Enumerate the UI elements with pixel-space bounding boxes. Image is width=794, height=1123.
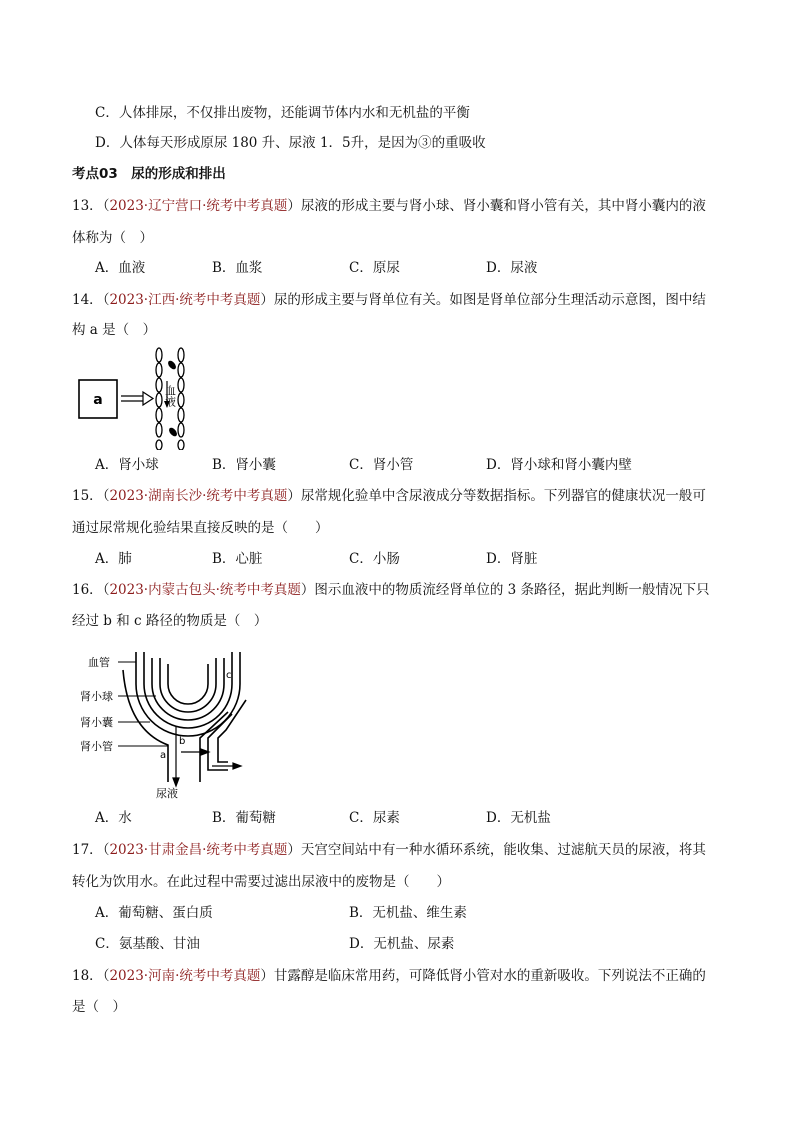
option-a: A．肾小球 bbox=[95, 457, 159, 473]
option-c: C．氨基酸、甘油 bbox=[95, 936, 200, 952]
label-glomerulus: 肾小球 bbox=[80, 690, 113, 703]
option-d: D．尿液 bbox=[486, 260, 538, 276]
question-16-line2: 经过 b 和 c 路径的物质是（ ） bbox=[72, 613, 268, 629]
question-source: 2023·江西·统考中考真题 bbox=[109, 292, 261, 308]
label-capsule: 肾小囊 bbox=[80, 716, 113, 729]
blood-cell-icon bbox=[167, 426, 178, 438]
option-b: B．葡萄糖 bbox=[212, 810, 276, 826]
prev-option-d: D．人体每天形成原尿 180 升、尿液 1．5升，是因为③的重吸收 bbox=[95, 135, 486, 151]
option-b: B．无机盐、维生素 bbox=[349, 905, 467, 921]
question-text: 尿常规化验单中含尿液成分等数据指标。下列器官的健康状况一般可 bbox=[300, 488, 706, 504]
question-source: 2023·辽宁营口·统考中考真题 bbox=[109, 198, 288, 214]
label-tubule: 肾小管 bbox=[80, 740, 113, 753]
question-text: 天宫空间站中有一种水循环系统，能收集、过滤航天员的尿液，将其 bbox=[300, 842, 706, 858]
nephron-figure-14 bbox=[75, 345, 205, 450]
label-vessel: 血管 bbox=[88, 656, 110, 669]
question-number: 18． bbox=[72, 968, 103, 984]
question-16-options bbox=[95, 808, 745, 828]
vessel-wall-left bbox=[156, 348, 162, 450]
question-text: 尿液的形成主要与肾小球、肾小囊和肾小管有关，其中肾小囊内的液 bbox=[300, 198, 706, 214]
question-source: 2023·湖南长沙·统考中考真题 bbox=[109, 488, 288, 504]
question-text: 图示血液中的物质流经肾单位的 3 条路径，据此判断一般情况下只 bbox=[314, 582, 710, 598]
question-13-options bbox=[95, 258, 745, 278]
question-15-options bbox=[95, 549, 745, 569]
option-b: B．心脏 bbox=[212, 551, 263, 567]
question-18: 18．（2023·河南·统考中考真题）甘露醇是临床常用药，可降低肾小管对水的重新吸收。下列说法不正确的 bbox=[72, 968, 706, 984]
question-13: 13．（2023·辽宁营口·统考中考真题）尿液的形成主要与肾小球、肾小囊和肾小管有关，其中肾小囊内的液 bbox=[72, 198, 706, 214]
question-source: 2023·内蒙古包头·统考中考真题 bbox=[109, 582, 301, 598]
option-a: A．血液 bbox=[95, 260, 146, 276]
question-15-line2: 通过尿常规化验结果直接反映的是（ ） bbox=[72, 520, 329, 536]
blood-cell-icon bbox=[166, 359, 177, 371]
option-c: C．尿素 bbox=[349, 810, 400, 826]
path-b-label: b bbox=[179, 736, 186, 747]
question-17: 17．（2023·甘肃金昌·统考中考真题）天宫空间站中有一种水循环系统，能收集、过滤航天员的尿液，将其 bbox=[72, 842, 706, 858]
tubule-walls bbox=[123, 670, 246, 782]
question-17-options-row1 bbox=[95, 903, 745, 923]
option-c: C．小肠 bbox=[349, 551, 400, 567]
question-14-line2: 构 a 是（ ） bbox=[72, 322, 157, 338]
path-arrows bbox=[173, 726, 241, 786]
option-b: B．肾小囊 bbox=[212, 457, 276, 473]
option-b: B．血浆 bbox=[212, 260, 263, 276]
path-c-label: c bbox=[226, 670, 232, 681]
question-13-line2: 体称为（ ） bbox=[72, 230, 153, 246]
label-urine: 尿液 bbox=[156, 787, 178, 800]
option-d: D．肾脏 bbox=[486, 551, 538, 567]
option-c: C．原尿 bbox=[349, 260, 400, 276]
option-c: C．肾小管 bbox=[349, 457, 414, 473]
question-18-line2: 是（ ） bbox=[72, 999, 126, 1015]
vessel-label: 血液 bbox=[163, 385, 177, 407]
question-number: 13． bbox=[72, 198, 103, 214]
nephron-figure-16 bbox=[78, 640, 248, 800]
vessel-wall-right bbox=[178, 348, 184, 450]
question-source: 2023·河南·统考中考真题 bbox=[109, 968, 261, 984]
question-number: 16． bbox=[72, 582, 103, 598]
prev-option-c: C．人体排尿，不仅排出废物，还能调节体内水和无机盐的平衡 bbox=[95, 105, 470, 121]
option-d: D．肾小球和肾小囊内壁 bbox=[486, 457, 632, 473]
question-text: 尿的形成主要与肾单位有关。如图是肾单位部分生理活动示意图，图中结 bbox=[273, 292, 706, 308]
structure-a-label: a bbox=[93, 392, 103, 408]
question-text: 甘露醇是临床常用药，可降低肾小管对水的重新吸收。下列说法不正确的 bbox=[273, 968, 706, 984]
question-17-line2: 转化为饮用水。在此过程中需要过滤出尿液中的废物是（ ） bbox=[72, 874, 450, 890]
question-number: 17． bbox=[72, 842, 103, 858]
question-source: 2023·甘肃金昌·统考中考真题 bbox=[109, 842, 288, 858]
question-number: 14． bbox=[72, 292, 103, 308]
option-a: A．肺 bbox=[95, 551, 132, 567]
vessel-loops bbox=[136, 652, 240, 736]
arrow-right-icon bbox=[121, 392, 153, 405]
question-15: 15．（2023·湖南长沙·统考中考真题）尿常规化验单中含尿液成分等数据指标。下列器官的健康状况一般可 bbox=[72, 488, 706, 504]
option-d: D．无机盐、尿素 bbox=[349, 936, 455, 952]
question-16: 16．（2023·内蒙古包头·统考中考真题）图示血液中的物质流经肾单位的 3 条路径，据此判断一般情况下只 bbox=[72, 582, 710, 598]
option-a: A．葡萄糖、蛋白质 bbox=[95, 905, 213, 921]
question-17-options-row2 bbox=[95, 934, 745, 954]
question-14: 14．（2023·江西·统考中考真题）尿的形成主要与肾单位有关。如图是肾单位部分生理活动示意图，图中结 bbox=[72, 292, 706, 308]
question-14-options bbox=[95, 455, 745, 475]
section-heading: 考点03 尿的形成和排出 bbox=[72, 166, 226, 182]
question-number: 15． bbox=[72, 488, 103, 504]
option-a: A．水 bbox=[95, 810, 132, 826]
path-a-label: a bbox=[160, 750, 167, 761]
option-d: D．无机盐 bbox=[486, 810, 551, 826]
